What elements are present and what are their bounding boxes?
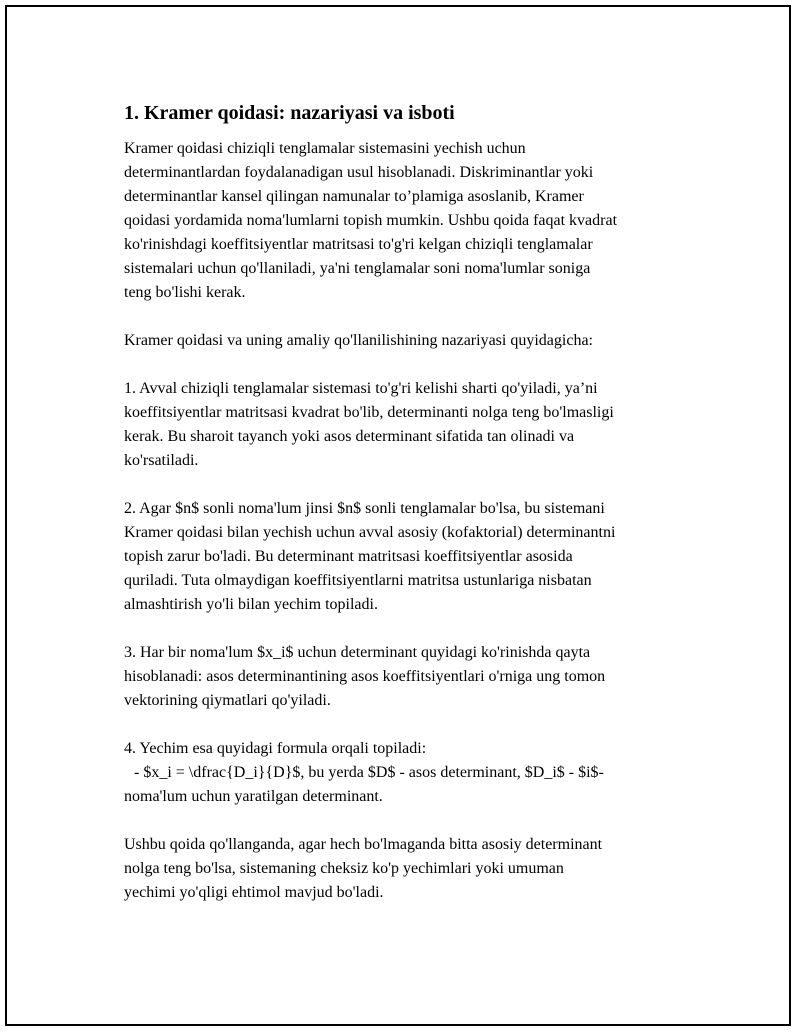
text-line: Ushbu qoida qo'llanganda, agar hech bo'lmaganda bitta asosiy determinant <box>124 836 603 853</box>
text-line: 1. Avval chiziqli tenglamalar sistemasi to'g'ri kelishi sharti qo'yiladi, ya’ni <box>124 380 598 397</box>
text-line: almashtirish yo'li bilan yechim topiladi. <box>124 596 378 613</box>
text-line: hisoblanadi: asos determinantining asos koeffitsiyentlari o'rniga ung tomon <box>124 668 606 685</box>
formula-line: - $x_i = \dfrac{D_i}{D}$, bu yerda $D$ - asos determinant, $D_i$ - $i$- <box>134 764 604 781</box>
text-line: yechimi yo'qligi ehtimol mavjud bo'ladi. <box>124 884 384 901</box>
text-line: sistemalari uchun qo'llaniladi, ya'ni tenglamalar soni noma'lumlar soniga <box>124 260 591 277</box>
text-line: Kramer qoidasi bilan yechish uchun avval asosiy (kofaktorial) determinantni <box>124 524 616 541</box>
text-line: Kramer qoidasi va uning amaliy qo'llanilishining nazariyasi quyidagicha: <box>124 332 593 349</box>
paragraph-intro <box>124 137 704 305</box>
text-line: topish zarur bo'ladi. Bu determinant matritsasi koeffitsiyentlar asosida <box>124 548 573 565</box>
text-line: noma'lum uchun yaratilgan determinant. <box>124 788 383 805</box>
text-line: ko'rinishdagi koeffitsiyentlar matritsasi to'g'ri kelgan chiziqli tenglamalar <box>124 236 593 253</box>
paragraph-step-1 <box>124 377 704 473</box>
text-line: determinantlardan foydalanadigan usul hisoblanadi. Diskriminantlar yoki <box>124 164 594 181</box>
paragraph-step-2 <box>124 497 704 617</box>
paragraph-step-4 <box>124 737 704 809</box>
document-body <box>124 101 704 929</box>
text-line: qoidasi yordamida noma'lumlarni topish mumkin. Ushbu qoida faqat kvadrat <box>124 212 618 229</box>
paragraph-step-3 <box>124 641 704 713</box>
text-line: determinantlar kansel qilingan namunalar to’plamiga asoslanib, Kramer <box>124 188 584 205</box>
text-line: quriladi. Tuta olmaydigan koeffitsiyentlarni matritsa ustunlariga nisbatan <box>124 572 592 589</box>
document-title: 1. Kramer qoidasi: nazariyasi va isboti <box>124 102 455 124</box>
text-line: teng bo'lishi kerak. <box>124 284 246 301</box>
paragraph-theory-lead <box>124 329 704 353</box>
text-line: ko'rsatiladi. <box>124 452 199 469</box>
text-line: 4. Yechim esa quyidagi formula orqali topiladi: <box>124 740 427 757</box>
text-line: Kramer qoidasi chiziqli tenglamalar sistemasini yechish uchun <box>124 140 526 157</box>
paragraph-conclusion <box>124 833 704 905</box>
text-line: koeffitsiyentlar matritsasi kvadrat bo'lib, determinanti nolga teng bo'lmasligi <box>124 404 614 421</box>
text-line: nolga teng bo'lsa, sistemaning cheksiz ko'p yechimlari yoki umuman <box>124 860 564 877</box>
text-line: kerak. Bu sharoit tayanch yoki asos determinant sifatida tan olinadi va <box>124 428 575 445</box>
text-line: 2. Agar $n$ sonli noma'lum jinsi $n$ sonli tenglamalar bo'lsa, bu sistemani <box>124 500 605 517</box>
page-frame <box>5 5 791 1026</box>
text-line: vektorining qiymatlari qo'yiladi. <box>124 692 331 709</box>
text-line: 3. Har bir noma'lum $x_i$ uchun determinant quyidagi ko'rinishda qayta <box>124 644 591 661</box>
